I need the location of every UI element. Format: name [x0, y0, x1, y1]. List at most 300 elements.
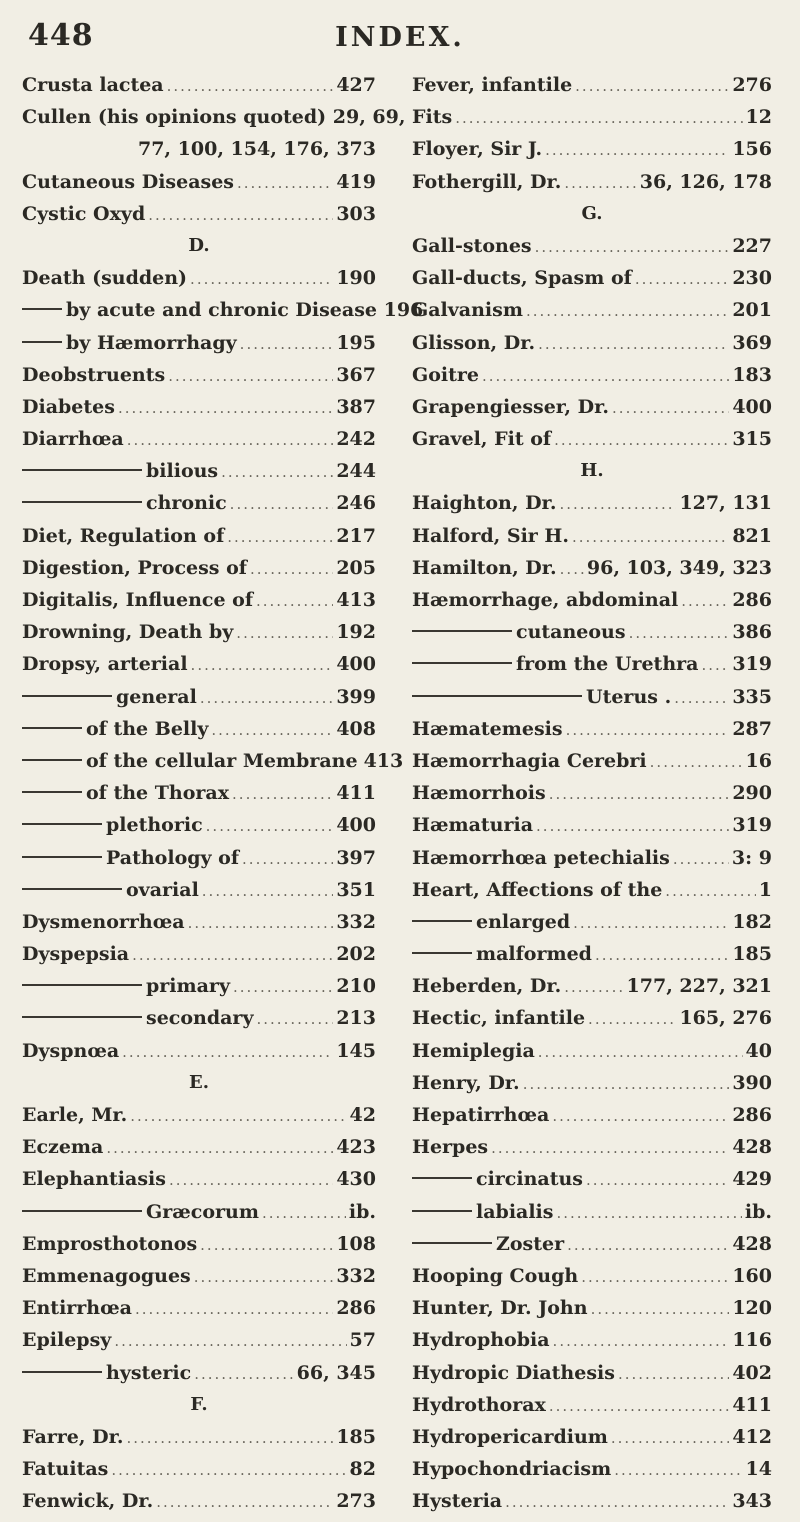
entry-page-ref: 14: [745, 1458, 772, 1481]
entry-page-ref: 332: [336, 910, 376, 933]
dot-leader: [482, 367, 729, 385]
dot-leader: [130, 1107, 346, 1125]
dot-leader: [190, 270, 333, 288]
entry-page-ref: 190: [336, 267, 376, 290]
entry-page-ref: 332: [336, 1264, 376, 1287]
entry-page-ref: 413: [363, 749, 404, 772]
entry-term: Dyspnœa: [22, 1039, 120, 1062]
index-entry: [412, 1040, 772, 1072]
entry-term: circinatus: [476, 1168, 583, 1191]
index-entry: [22, 621, 376, 653]
dot-leader: [554, 431, 729, 449]
entry-term: Hæmaturia: [412, 814, 534, 837]
index-entry: [22, 686, 376, 718]
dot-leader: [491, 1139, 729, 1157]
entry-page-ref: 428: [732, 1136, 772, 1159]
entry-page-ref: 3: 9: [731, 846, 772, 869]
index-entry: [412, 1265, 772, 1297]
dot-leader: [236, 624, 333, 642]
entry-term: Hæmorrhagia Cerebri: [412, 749, 647, 772]
index-entry: [412, 74, 772, 106]
entry-term: Pathology of: [106, 846, 240, 869]
index-entry: [412, 814, 772, 846]
entry-term: Uterus .: [586, 685, 672, 708]
entry-term: Hamilton, Dr.: [412, 556, 557, 579]
index-entry: [412, 911, 772, 943]
entry-term: Herpes: [412, 1136, 489, 1159]
index-entry: [412, 1394, 772, 1426]
ditto-rule: [22, 695, 112, 697]
entry-page-ref: 287: [732, 717, 772, 740]
index-entry: [22, 1168, 376, 1200]
dot-leader: [564, 978, 623, 996]
index-entry: [412, 235, 772, 267]
dot-leader: [191, 656, 334, 674]
entry-page-ref: 386: [732, 621, 772, 644]
dot-leader: [575, 77, 729, 95]
entry-term: plethoric: [106, 814, 203, 837]
entry-page-ref: 273: [336, 1490, 376, 1513]
entry-term: Græcorum: [146, 1200, 259, 1223]
dot-leader: [614, 1461, 742, 1479]
index-entry: [412, 750, 772, 782]
entry-term: chronic: [146, 492, 227, 515]
section-letter-text: E.: [189, 1071, 209, 1093]
ditto-rule: [412, 662, 512, 664]
dot-leader: [681, 592, 729, 610]
index-entry: [22, 943, 376, 975]
entry-page-ref: 821: [732, 524, 772, 547]
index-entry: [22, 1104, 376, 1136]
ditto-rule: [412, 1210, 472, 1212]
dot-leader: [536, 817, 729, 835]
entry-page-ref: 276: [732, 74, 772, 96]
dot-leader: [526, 302, 729, 320]
entry-page-ref: 367: [336, 363, 376, 386]
dot-leader: [240, 335, 334, 353]
entry-page-ref: 387: [336, 395, 376, 418]
entry-term: Hæmorrhage, abdominal: [412, 589, 679, 611]
index-entry: [412, 1201, 772, 1233]
entry-term: Galvanism: [412, 299, 523, 322]
ditto-rule: [22, 823, 102, 825]
index-entry: [22, 525, 376, 557]
entry-term: Elephantiasis: [22, 1168, 166, 1191]
index-entry: [22, 1007, 376, 1039]
entry-page-ref: ib.: [348, 1200, 376, 1223]
dot-leader: [618, 1365, 729, 1383]
dot-leader: [230, 495, 334, 513]
entry-page-ref: 242: [336, 428, 376, 451]
index-entry: [412, 589, 772, 621]
entry-page-ref: 120: [732, 1297, 772, 1320]
section-letter: [22, 235, 376, 267]
entry-term: Cullen (his opinions quoted) 29, 69,: [22, 106, 406, 129]
dot-leader: [168, 367, 333, 385]
entry-page-ref: 428: [732, 1232, 772, 1255]
entry-term: general: [116, 685, 197, 708]
entry-page-ref: 315: [732, 428, 772, 451]
dot-leader: [566, 721, 730, 739]
page-number: 448: [28, 18, 94, 53]
index-entry: [22, 847, 376, 879]
entry-page-ref: 116: [732, 1329, 772, 1352]
index-entry: [412, 299, 772, 331]
index-entry: [412, 106, 772, 138]
entry-term: Hemiplegia: [412, 1039, 535, 1062]
dot-leader: [227, 528, 333, 546]
dot-leader: [556, 1204, 741, 1222]
index-entry: [22, 653, 376, 685]
index-entry: [22, 1201, 376, 1233]
entry-term: Haighton, Dr.: [412, 492, 557, 515]
entry-term: Cystic Oxyd: [22, 202, 146, 225]
entry-term: Hæmatemesis: [412, 717, 563, 740]
entry-page-ref: 390: [732, 1071, 772, 1094]
entry-term: Dyspepsia: [22, 943, 130, 966]
index-entry: [22, 1426, 376, 1458]
entry-term: Emprosthotonos: [22, 1232, 198, 1255]
entry-term: Deobstruents: [22, 363, 166, 386]
index-entry: [22, 267, 376, 299]
dot-leader: [665, 882, 755, 900]
dot-leader: [200, 689, 334, 707]
index-entry: [22, 299, 424, 331]
entry-page-ref: 40: [745, 1039, 772, 1062]
entry-page-ref: 185: [336, 1425, 376, 1448]
index-entry: [412, 1168, 772, 1200]
entry-page-ref: 201: [732, 299, 772, 322]
entry-page-ref: 183: [732, 363, 772, 386]
entry-term: Floyer, Sir J.: [412, 138, 543, 161]
entry-page-ref: 1: [758, 878, 772, 901]
entry-term: Dropsy, arterial: [22, 653, 188, 676]
dot-leader: [538, 1043, 743, 1061]
page-header: [0, 18, 800, 58]
index-entry: [412, 1104, 772, 1136]
dot-leader: [535, 238, 730, 256]
entry-page-ref: 12: [745, 106, 772, 129]
entry-term: Diet, Regulation of: [22, 524, 225, 547]
entry-page-ref: 177, 227, 321: [626, 975, 772, 998]
entry-page-ref: 399: [336, 685, 376, 708]
entry-term: Zoster: [496, 1232, 565, 1255]
index-entry-continuation: [22, 138, 376, 170]
entry-term: Henry, Dr.: [412, 1071, 520, 1094]
entry-term: Heberden, Dr.: [412, 975, 562, 998]
entry-page-ref: 369: [732, 331, 772, 354]
dot-leader: [595, 946, 729, 964]
entry-term: Hunter, Dr. John: [412, 1297, 588, 1320]
entry-page-ref: 230: [732, 267, 772, 290]
dot-leader: [573, 914, 729, 932]
dot-leader: [202, 882, 334, 900]
entry-term: Farre, Dr.: [22, 1425, 124, 1448]
entry-term: Hooping Cough: [412, 1264, 579, 1287]
dot-leader: [635, 270, 730, 288]
ditto-rule: [22, 501, 142, 503]
entry-page-ref: 423: [336, 1136, 376, 1159]
index-entry: [412, 1233, 772, 1265]
entry-page-ref: 42: [349, 1104, 376, 1126]
index-entry: [412, 332, 772, 364]
index-entry: [412, 138, 772, 170]
entry-page-ref: 429: [732, 1168, 772, 1191]
entry-continuation-text: 77, 100, 154, 176, 373: [137, 138, 376, 161]
entry-term: Fits: [412, 106, 453, 129]
dot-leader: [262, 1204, 346, 1222]
index-column-right: [412, 74, 772, 1522]
ditto-rule: [412, 1177, 472, 1179]
entry-term: Earle, Mr.: [22, 1104, 128, 1126]
entry-term: ovarial: [126, 878, 199, 901]
entry-page-ref: 145: [336, 1039, 376, 1062]
dot-leader: [169, 1171, 333, 1189]
entry-term: Digitalis, Influence of: [22, 589, 253, 611]
dot-leader: [549, 785, 730, 803]
dot-leader: [505, 1493, 729, 1511]
entry-term: hysteric: [106, 1361, 192, 1384]
dot-leader: [523, 1075, 730, 1093]
index-entry: [412, 879, 772, 911]
index-entry: [22, 557, 376, 589]
entry-page-ref: 286: [336, 1297, 376, 1320]
index-entry: [22, 975, 376, 1007]
entry-term: Fever, infantile: [412, 74, 573, 96]
index-entry: [22, 203, 376, 235]
entry-page-ref: 402: [732, 1361, 772, 1384]
dot-leader: [559, 495, 676, 513]
index-entry: [22, 492, 376, 524]
entry-page-ref: 182: [732, 910, 772, 933]
ditto-rule: [22, 759, 82, 761]
dot-leader: [612, 399, 729, 417]
index-entry: [22, 106, 406, 138]
entry-term: Fenwick, Dr.: [22, 1490, 154, 1513]
section-letter: [412, 460, 772, 492]
dot-leader: [455, 109, 742, 127]
entry-term: Hydrothorax: [412, 1393, 546, 1416]
section-letter: [22, 1394, 376, 1426]
entry-page-ref: 413: [336, 589, 376, 611]
section-letter: [22, 1072, 376, 1104]
entry-term: by acute and chronic Disease 196: [66, 299, 424, 322]
dot-leader: [114, 1332, 346, 1350]
entry-page-ref: 96, 103, 349, 323: [586, 556, 772, 579]
entry-page-ref: 160: [732, 1264, 772, 1287]
dot-leader: [701, 656, 729, 674]
entry-page-ref: 246: [336, 492, 376, 515]
dot-leader: [167, 77, 334, 95]
entry-term: Entirrhœa: [22, 1297, 132, 1320]
entry-term: bilious: [146, 460, 219, 483]
index-entry: [22, 911, 376, 943]
ditto-rule: [412, 920, 472, 922]
ditto-rule: [22, 1016, 142, 1018]
entry-term: enlarged: [476, 910, 571, 933]
dot-leader: [242, 850, 333, 868]
entry-page-ref: 217: [336, 524, 376, 547]
index-entry: [22, 749, 404, 782]
index-entry: [22, 396, 376, 428]
dot-leader: [188, 914, 334, 932]
entry-page-ref: 319: [732, 814, 772, 837]
dot-leader: [156, 1493, 333, 1511]
index-entry: [22, 364, 376, 396]
section-letter-text: H.: [580, 460, 604, 482]
entry-page-ref: 205: [336, 556, 376, 579]
dot-leader: [552, 1107, 729, 1125]
index-entry: [412, 1426, 772, 1458]
dot-leader: [211, 721, 333, 739]
ditto-rule: [22, 791, 82, 793]
index-entry: [412, 396, 772, 428]
entry-page-ref: 185: [732, 943, 772, 966]
dot-leader: [106, 1139, 333, 1157]
index-entry: [412, 171, 772, 203]
entry-term: secondary: [146, 1007, 254, 1030]
dot-leader: [148, 206, 333, 224]
entry-page-ref: 400: [336, 653, 376, 676]
entry-term: Diarrhœa: [22, 428, 124, 451]
entry-term: of the Thorax: [86, 782, 230, 805]
index-entry: [22, 1265, 376, 1297]
dot-leader: [591, 1300, 730, 1318]
entry-page-ref: 400: [732, 395, 772, 418]
dot-leader: [545, 141, 729, 159]
entry-page-ref: 343: [732, 1490, 772, 1513]
entry-term: Hypochondriacism: [412, 1458, 612, 1481]
index-entry: [22, 1458, 376, 1490]
index-entry: [412, 975, 772, 1007]
index-entry: [412, 686, 772, 718]
entry-page-ref: 227: [732, 234, 772, 257]
dot-leader: [549, 1397, 729, 1415]
index-entry: [22, 589, 376, 621]
entry-page-ref: 202: [336, 943, 376, 966]
entry-page-ref: 36, 126, 178: [639, 170, 772, 193]
entry-term: by Hæmorrhagy: [66, 331, 237, 354]
dot-leader: [135, 1300, 333, 1318]
entry-term: cutaneous: [516, 621, 626, 644]
entry-page-ref: 303: [336, 202, 376, 225]
entry-page-ref: 419: [336, 170, 376, 193]
entry-term: Halford, Sir H.: [412, 524, 569, 547]
section-letter-text: D.: [188, 234, 210, 256]
entry-page-ref: 408: [336, 717, 376, 740]
entry-page-ref: 400: [336, 814, 376, 837]
dot-leader: [673, 850, 729, 868]
dot-leader: [629, 624, 730, 642]
dot-leader: [538, 335, 729, 353]
dot-leader: [553, 1332, 730, 1350]
entry-term: Digestion, Process of: [22, 556, 247, 579]
index-entry: [22, 460, 376, 492]
dot-leader: [233, 978, 333, 996]
entry-page-ref: 66, 345: [296, 1361, 376, 1384]
index-entry: [22, 1297, 376, 1329]
index-entry: [412, 621, 772, 653]
entry-term: Emmenagogues: [22, 1264, 191, 1287]
ditto-rule: [22, 1210, 142, 1212]
index-entry: [22, 332, 376, 364]
ditto-rule: [412, 630, 512, 632]
dot-leader: [257, 1010, 334, 1028]
entry-term: of the cellular Membrane: [86, 749, 358, 772]
entry-page-ref: 351: [336, 878, 376, 901]
dot-leader: [567, 1236, 729, 1254]
entry-term: Drowning, Death by: [22, 621, 234, 644]
index-entry: [22, 1329, 376, 1361]
entry-term: Hæmorrhœa petechialis: [412, 846, 670, 869]
entry-term: Fothergill, Dr.: [412, 170, 562, 193]
entry-page-ref: 57: [349, 1329, 376, 1352]
entry-page-ref: ib.: [744, 1200, 772, 1223]
entry-term: Gall-ducts, Spasm of: [412, 267, 632, 290]
dot-leader: [650, 753, 743, 771]
index-entry: [22, 74, 376, 106]
entry-page-ref: 108: [336, 1232, 376, 1255]
entry-page-ref: 411: [732, 1393, 772, 1416]
dot-leader: [206, 817, 334, 835]
index-entry: [412, 943, 772, 975]
dot-leader: [111, 1461, 346, 1479]
index-entry: [22, 1233, 376, 1265]
entry-page-ref: 192: [336, 621, 376, 644]
index-entry: [412, 492, 772, 524]
dot-leader: [674, 689, 729, 707]
entry-term: Hectic, infantile: [412, 1007, 586, 1030]
entry-term: malformed: [476, 943, 592, 966]
entry-page-ref: 430: [336, 1168, 376, 1191]
page-title: INDEX.: [335, 22, 465, 53]
ditto-rule: [22, 469, 142, 471]
index-entry: [22, 814, 376, 846]
entry-term: Gall-stones: [412, 234, 532, 257]
dot-leader: [221, 463, 333, 481]
entry-term: Cutaneous Diseases: [22, 170, 234, 193]
entry-term: Glisson, Dr.: [412, 331, 536, 354]
entry-page-ref: 165, 276: [679, 1007, 772, 1030]
entry-page-ref: 335: [732, 685, 772, 708]
ditto-rule: [412, 952, 472, 954]
section-letter-text: G.: [581, 202, 603, 224]
dot-leader: [126, 1429, 333, 1447]
index-entry: [22, 171, 376, 203]
entry-page-ref: 286: [732, 589, 772, 611]
dot-leader: [572, 528, 729, 546]
dot-leader: [132, 946, 333, 964]
ditto-rule: [412, 695, 582, 697]
entry-term: Eczema: [22, 1136, 104, 1159]
entry-page-ref: 411: [336, 782, 376, 805]
index-entry: [22, 718, 376, 750]
dot-leader: [581, 1268, 729, 1286]
index-entry: [22, 782, 376, 814]
entry-term: Hydropericardium: [412, 1425, 608, 1448]
dot-leader: [256, 592, 333, 610]
entry-page-ref: 156: [732, 138, 772, 161]
entry-page-ref: 412: [732, 1425, 772, 1448]
dot-leader: [611, 1429, 729, 1447]
dot-leader: [118, 399, 333, 417]
entry-term: primary: [146, 975, 230, 998]
index-entry: [412, 1329, 772, 1361]
index-entry: [412, 1136, 772, 1168]
section-letter: [412, 203, 772, 235]
entry-page-ref: 213: [336, 1007, 376, 1030]
index-entry: [412, 364, 772, 396]
